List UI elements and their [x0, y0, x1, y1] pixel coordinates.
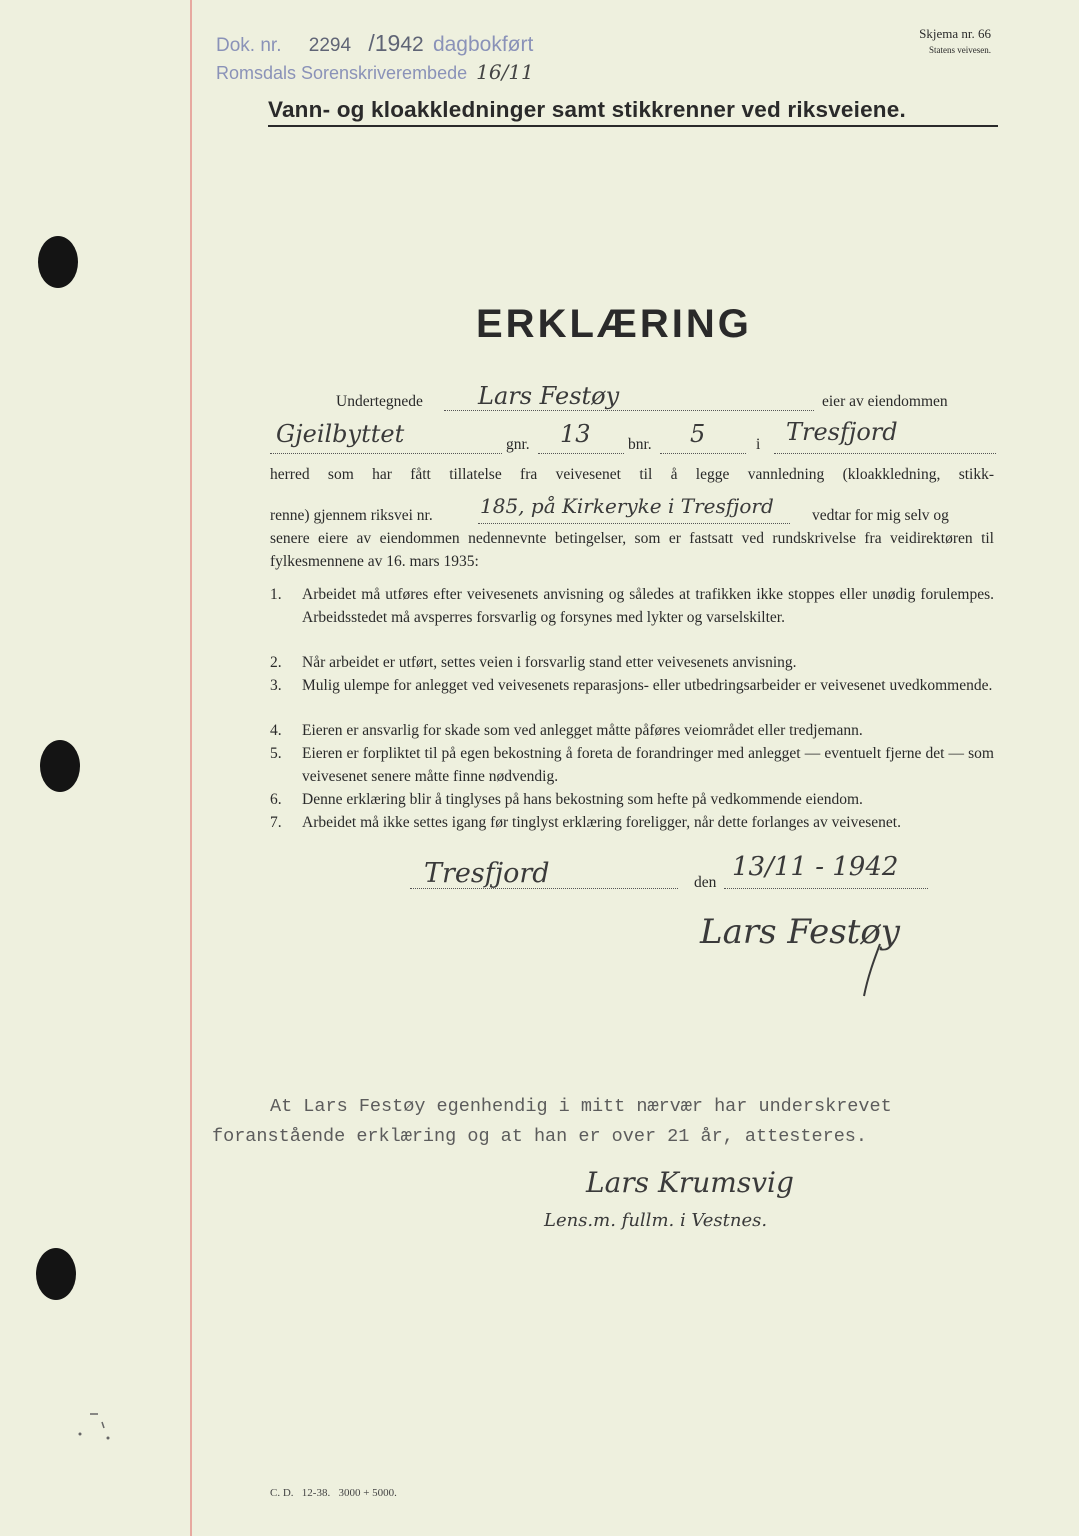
condition-4 — [270, 720, 994, 743]
condition-text: Eieren er forpliktet til på egen bekostning å foreta de forandringer med anlegget — eventuelt fjerne det — som veivesenet senere måtte finne nødvendig. — [302, 745, 994, 785]
document-title: ERKLÆRING — [476, 302, 752, 346]
condition-number: 4. — [270, 722, 282, 739]
condition-number: 6. — [270, 791, 282, 808]
undertegnede-value: Lars Festøy — [478, 382, 620, 410]
form-code — [919, 26, 991, 58]
condition-1 — [270, 584, 994, 629]
stamp-dagbokfort: dagbokført — [432, 33, 534, 56]
herred-value: Tresfjord — [786, 418, 898, 446]
condition-text: Arbeidet må ikke settes igang før tinglyst erklæring foreligger, når dette forlanges av veivesenet. — [302, 814, 901, 831]
condition-text: Eieren er ansvarlig for skade som ved anlegget måtte påføres veiområdet eller tredjemann. — [302, 722, 863, 739]
undertegnede-dotline — [444, 410, 814, 411]
undertegnede-label: Undertegnede — [336, 393, 423, 410]
stamp-date: 16/11 — [476, 60, 534, 84]
stamp-doc-number: 2294 — [308, 35, 352, 56]
gnr-dotline — [538, 453, 624, 454]
witness-signature: Lars Krumsvig — [586, 1166, 794, 1199]
paragraph-line2-suffix: vedtar for mig selv og — [812, 507, 949, 524]
condition-2 — [270, 652, 994, 675]
condition-number: 7. — [270, 814, 282, 831]
date-dotline — [724, 888, 928, 889]
witness-title: Lens.m. fullm. i Vestnes. — [544, 1210, 768, 1231]
stamp-office: Romsdals Sorenskriverembede — [216, 63, 468, 83]
i-label: i — [756, 436, 761, 453]
attestation-line2: foranstående erklæring og at han er over 21 år, attesteres. — [212, 1126, 868, 1147]
den-label: den — [694, 874, 717, 891]
condition-number: 2. — [270, 654, 282, 671]
property-dotline — [270, 453, 502, 454]
signature-lars-festoy: Lars Festøy — [700, 912, 900, 952]
print-footer: C. D. 12-38. 3000 + 5000. — [270, 1487, 397, 1499]
condition-text: Mulig ulempe for anlegget ved veivesenets reparasjons- eller utbedringsarbeider er veivesenet uvedkommende. — [302, 677, 993, 694]
punch-hole-middle — [40, 740, 80, 792]
header-title: Vann- og kloakkledninger samt stikkrenner ved riksveiene. — [268, 97, 998, 127]
registry-stamp-line2 — [216, 60, 534, 84]
condition-5 — [270, 743, 994, 788]
paragraph-line1: herred som har fått tillatelse fra veivesenet til å legge vannledning (kloakkledning, stikk- — [270, 466, 994, 483]
riksvei-value: 185, på Kirkeryke i Tresfjord — [480, 494, 774, 518]
stamp-year: 42 — [400, 33, 424, 56]
condition-number: 5. — [270, 745, 282, 762]
pencil-marks — [72, 1408, 112, 1448]
property-value: Gjeilbyttet — [276, 420, 405, 448]
form-code-number: Skjema nr. 66 — [919, 26, 991, 41]
condition-text: Når arbeidet er utført, settes veien i forsvarlig stand etter veivesenets anvisning. — [302, 654, 797, 671]
condition-number: 1. — [270, 586, 282, 603]
paragraph-rest: senere eiere av eiendommen nedennevnte betingelser, som er fastsatt ved rundskrivelse fra veidirektøren til fylkesmennene av 16. mars 1935: — [270, 530, 994, 570]
signature-flourish — [850, 940, 890, 1000]
punch-hole-top — [38, 236, 78, 288]
condition-6 — [270, 789, 994, 812]
signing-place: Tresfjord — [424, 858, 550, 889]
bnr-value: 5 — [690, 420, 706, 448]
riksvei-dotline — [478, 523, 790, 524]
bnr-label: bnr. — [628, 436, 652, 453]
condition-number: 3. — [270, 677, 282, 694]
attestation-line1: At Lars Festøy egenhendig i mitt nærvær har underskrevet — [270, 1096, 892, 1117]
stamp-year-prefix: /19 — [368, 30, 401, 56]
gnr-label: gnr. — [506, 436, 530, 453]
condition-3 — [270, 675, 994, 698]
registry-stamp-line1 — [216, 30, 533, 57]
herred-dotline — [774, 453, 996, 454]
paragraph-line2-prefix: renne) gjennem riksvei nr. — [270, 507, 433, 524]
condition-text: Denne erklæring blir å tinglyses på hans bekostning som hefte på vedkommende eiendom. — [302, 791, 863, 808]
condition-text: Arbeidet må utføres efter veivesenets anvisning og således at trafikken ikke stoppes eller unødig forulempes. Arbeidsstedet må avsperres forsvarlig og forsynes med lykter og varselskilter. — [302, 586, 994, 626]
bnr-dotline — [660, 453, 746, 454]
margin-line — [190, 0, 192, 1536]
gnr-value: 13 — [560, 420, 591, 448]
eier-label: eier av eiendommen — [822, 393, 948, 410]
form-code-issuer: Statens veivesen. — [929, 45, 991, 55]
condition-7 — [270, 812, 994, 835]
punch-hole-bottom — [36, 1248, 76, 1300]
stamp-doc-label: Dok. nr. — [216, 35, 282, 56]
signing-date: 13/11 - 1942 — [732, 852, 899, 882]
